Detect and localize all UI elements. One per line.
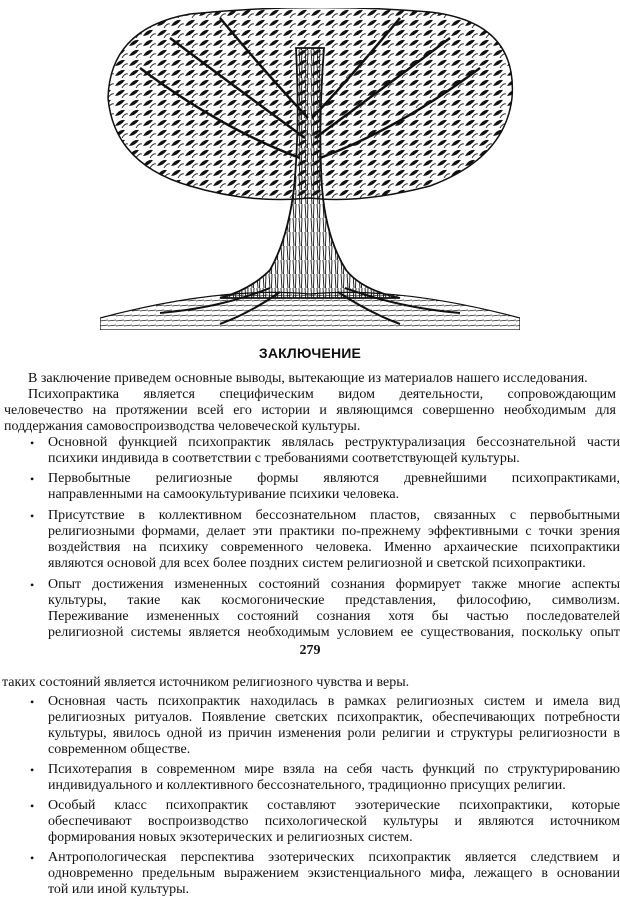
intro-line: поддержания самовоспроизводства человеческой культуры. [4, 419, 361, 434]
bullet-line: Антропологическая перспектива эзотерических психопрактик является следствием и [48, 850, 620, 865]
bullet-line: одновременно предельным выражением экзистенциального мифа, лежащего в основании [48, 866, 620, 881]
page-number: 279 [299, 643, 321, 658]
bullet-line: Психотерапия в современном мире взяла на себя часть функций по структурированию [48, 762, 620, 777]
bullet-line: религиозными формами, делает эти практики по-прежнему эффективными с точки зрения [48, 524, 620, 539]
bullet-line: Особый класс психопрактик составляют эзотерические психопрактики, которые [48, 798, 620, 813]
bullet-marker: • [30, 578, 35, 592]
bullet-line: обеспечивают воспроизводство психологической культуры и являются источником [48, 814, 620, 829]
continuation-line: таких состояний является источником религиозного чувства и веры. [2, 675, 410, 690]
bullet-line: Присутствие в коллективном бессознательном пластов, связанных с первобытными [48, 508, 620, 523]
bullet-line: Основной функцией психопрактик являлась реструктурализация бессознательной части [48, 435, 620, 450]
bullet-line: являются основой для всех более поздних систем религиозной и светской психопрактики. [48, 556, 586, 571]
bullet-line: современном обществе. [48, 742, 191, 757]
bullet-line: религиозной системы является необходимым условием ее существования, поскольку опыт [48, 625, 620, 640]
bullet-line: индивидуального и коллективного бессознательного, традиционно присущих религии. [48, 778, 566, 793]
bullet-line: Первобытные религиозные формы являются древнейшими психопрактиками, [48, 471, 620, 486]
bullet-marker: • [30, 695, 35, 709]
bullet-line: формирования новых экзотерических и религиозных систем. [48, 830, 413, 845]
bullet-line: религиозных ритуалов. Появление светских психопрактик, обеспечивающих потребности [48, 710, 620, 725]
bullet-marker: • [30, 799, 35, 813]
bullet-marker: • [30, 472, 35, 486]
bullet-line: направленными на самоокультуривание психики человека. [48, 487, 400, 502]
bullet-marker: • [30, 851, 35, 865]
intro-line: В заключение приведем основные выводы, вытекающие из материалов нашего исследования. [28, 371, 588, 386]
bullet-line: Опыт достижения измененных состояний сознания формирует также многие аспекты [48, 577, 620, 592]
bullet-line: психики индивида в соответствии с требованиями соответствующей культуры. [48, 451, 520, 466]
intro-line: Психопрактика является специфическим видом деятельности, сопровождающим [28, 387, 616, 402]
bullet-line: воздействия на психику современного человека. Именно архаические психопрактики [48, 540, 620, 555]
bullet-marker: • [30, 436, 35, 450]
chapter-heading: ЗАКЛЮЧЕНИЕ [258, 345, 362, 361]
bullet-line: культуры, такие как космогонические представления, философию, символизм. [48, 593, 620, 608]
tree-roots [100, 292, 520, 330]
tree-illustration [100, 8, 520, 330]
bullet-line: культуры, явилось одной из причин изменения роли религии и структуры религиозности в [48, 726, 620, 741]
bullet-marker: • [30, 509, 35, 523]
bullet-line: Переживание измененных состояний сознания хотя бы частью последователей [48, 609, 620, 624]
bullet-line: Основная часть психопрактик находилась в рамках религиозных систем и имела вид [48, 694, 620, 709]
bullet-line: той или иной культуры. [48, 882, 190, 897]
intro-line: человечество на протяжении всей его истории и являющимся совершенно необходимым для [4, 403, 616, 418]
bullet-marker: • [30, 763, 35, 777]
